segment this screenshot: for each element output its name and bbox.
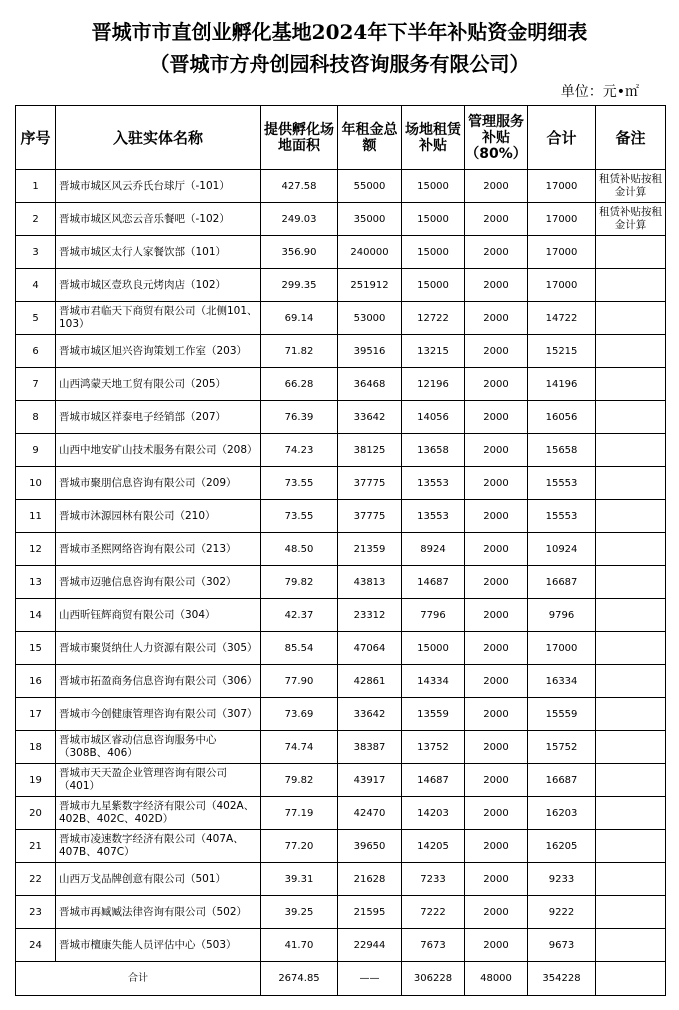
cell-seq: 5 [16,302,56,335]
cell-total: 9233 [528,863,596,896]
cell-area: 249.03 [261,203,338,236]
cell-entity-name: 晋城市再臧臧法律咨询有限公司（502） [56,896,261,929]
cell-rent-subsidy: 15000 [402,236,465,269]
cell-mgmt-subsidy: 2000 [465,698,528,731]
table-row [16,665,666,698]
cell-note [596,566,666,599]
table-row [16,632,666,665]
table-row [16,764,666,797]
cell-entity-name: 晋城市迈驰信息咨询有限公司（302） [56,566,261,599]
cell-total: 10924 [528,533,596,566]
cell-rent-subsidy: 14687 [402,764,465,797]
cell-rent-subsidy: 14203 [402,797,465,830]
header-row [16,106,666,170]
cell-note [596,830,666,863]
cell-mgmt-subsidy: 2000 [465,599,528,632]
table-row [16,698,666,731]
table-row [16,599,666,632]
table-row [16,500,666,533]
cell-rent-total: 21595 [338,896,402,929]
cell-note [596,401,666,434]
table-row [16,830,666,863]
cell-mgmt-subsidy: 2000 [465,764,528,797]
cell-seq: 8 [16,401,56,434]
cell-seq: 14 [16,599,56,632]
cell-mgmt-subsidy: 2000 [465,863,528,896]
cell-rent-subsidy: 13553 [402,467,465,500]
cell-rent-subsidy: 8924 [402,533,465,566]
cell-entity-name: 晋城市聚贤纳仕人力资源有限公司（305） [56,632,261,665]
cell-area: 79.82 [261,764,338,797]
cell-total: 15752 [528,731,596,764]
cell-rent-subsidy: 14056 [402,401,465,434]
cell-total: 9673 [528,929,596,962]
cell-rent-subsidy: 14687 [402,566,465,599]
table-row [16,929,666,962]
cell-entity-name: 晋城市九星紫数字经济有限公司（402A、402B、402C、402D） [56,797,261,830]
cell-area: 69.14 [261,302,338,335]
header-rent-subsidy: 场地租赁补贴 [402,106,465,170]
cell-note [596,500,666,533]
cell-entity-name: 晋城市城区睿动信息咨询服务中心（308B、406） [56,731,261,764]
cell-seq: 17 [16,698,56,731]
cell-seq: 4 [16,269,56,302]
table-row [16,533,666,566]
cell-seq: 19 [16,764,56,797]
totals-mgmt-subsidy: 48000 [465,962,528,996]
cell-seq: 7 [16,368,56,401]
table-row [16,170,666,203]
cell-rent-total: 39650 [338,830,402,863]
cell-note [596,632,666,665]
table-row [16,335,666,368]
cell-rent-subsidy: 14334 [402,665,465,698]
cell-mgmt-subsidy: 2000 [465,929,528,962]
cell-total: 16056 [528,401,596,434]
cell-rent-subsidy: 7673 [402,929,465,962]
cell-seq: 10 [16,467,56,500]
cell-area: 71.82 [261,335,338,368]
cell-rent-total: 36468 [338,368,402,401]
totals-rent-subsidy: 306228 [402,962,465,996]
header-mgmt-subsidy: 管理服务补贴（80%） [465,106,528,170]
cell-entity-name: 晋城市城区风云乔氏台球厅（-101） [56,170,261,203]
cell-rent-subsidy: 15000 [402,269,465,302]
cell-mgmt-subsidy: 2000 [465,434,528,467]
cell-rent-total: 240000 [338,236,402,269]
cell-note [596,698,666,731]
cell-seq: 2 [16,203,56,236]
cell-mgmt-subsidy: 2000 [465,269,528,302]
cell-note [596,731,666,764]
cell-note [596,599,666,632]
cell-area: 77.90 [261,665,338,698]
cell-seq: 9 [16,434,56,467]
cell-rent-total: 33642 [338,401,402,434]
cell-total: 9222 [528,896,596,929]
cell-rent-total: 33642 [338,698,402,731]
cell-note [596,665,666,698]
cell-note [596,896,666,929]
cell-seq: 1 [16,170,56,203]
cell-rent-total: 37775 [338,467,402,500]
cell-rent-subsidy: 13215 [402,335,465,368]
cell-entity-name: 山西中地安矿山技术服务有限公司（208） [56,434,261,467]
cell-entity-name: 晋城市城区祥泰电子经销部（207） [56,401,261,434]
table-row [16,236,666,269]
cell-entity-name: 晋城市拓盈商务信息咨询有限公司（306） [56,665,261,698]
cell-seq: 23 [16,896,56,929]
cell-total: 15553 [528,467,596,500]
cell-rent-subsidy: 13752 [402,731,465,764]
cell-mgmt-subsidy: 2000 [465,302,528,335]
cell-seq: 12 [16,533,56,566]
header-area: 提供孵化场地面积 [261,106,338,170]
cell-area: 39.25 [261,896,338,929]
cell-rent-total: 23312 [338,599,402,632]
header-note: 备注 [596,106,666,170]
table-row [16,302,666,335]
cell-mgmt-subsidy: 2000 [465,203,528,236]
header-total: 合计 [528,106,596,170]
totals-note [596,962,666,996]
cell-note [596,764,666,797]
cell-area: 66.28 [261,368,338,401]
page-subtitle: （晋城市方舟创园科技咨询服务有限公司） [149,52,530,76]
cell-note [596,434,666,467]
cell-entity-name: 晋城市城区旭兴咨询策划工作室（203） [56,335,261,368]
cell-seq: 6 [16,335,56,368]
cell-total: 14722 [528,302,596,335]
table-row [16,434,666,467]
cell-total: 15215 [528,335,596,368]
cell-mgmt-subsidy: 2000 [465,368,528,401]
cell-entity-name: 山西鸿蒙天地工贸有限公司（205） [56,368,261,401]
cell-total: 15553 [528,500,596,533]
cell-entity-name: 晋城市圣熙网络咨询有限公司（213） [56,533,261,566]
cell-rent-total: 55000 [338,170,402,203]
cell-total: 17000 [528,170,596,203]
cell-rent-subsidy: 7796 [402,599,465,632]
cell-seq: 24 [16,929,56,962]
totals-label: 合计 [16,962,261,996]
cell-rent-total: 38125 [338,434,402,467]
cell-rent-total: 22944 [338,929,402,962]
cell-mgmt-subsidy: 2000 [465,896,528,929]
header-seq: 序号 [16,106,56,170]
cell-entity-name: 晋城市聚朋信息咨询有限公司（209） [56,467,261,500]
cell-seq: 20 [16,797,56,830]
cell-total: 17000 [528,203,596,236]
cell-mgmt-subsidy: 2000 [465,632,528,665]
cell-rent-total: 38387 [338,731,402,764]
cell-total: 15559 [528,698,596,731]
cell-entity-name: 晋城市今创健康管理咨询有限公司（307） [56,698,261,731]
cell-note [596,797,666,830]
cell-area: 73.69 [261,698,338,731]
cell-seq: 18 [16,731,56,764]
cell-area: 74.74 [261,731,338,764]
cell-entity-name: 晋城市檀康失能人员评估中心（503） [56,929,261,962]
cell-total: 14196 [528,368,596,401]
cell-rent-subsidy: 13658 [402,434,465,467]
cell-rent-subsidy: 15000 [402,632,465,665]
cell-mgmt-subsidy: 2000 [465,830,528,863]
cell-mgmt-subsidy: 2000 [465,533,528,566]
cell-note [596,302,666,335]
cell-note [596,929,666,962]
cell-entity-name: 山西万戈品牌创意有限公司（501） [56,863,261,896]
cell-seq: 21 [16,830,56,863]
cell-rent-subsidy: 7233 [402,863,465,896]
header-rent-total: 年租金总额 [338,106,402,170]
cell-mgmt-subsidy: 2000 [465,500,528,533]
table-row [16,566,666,599]
cell-area: 74.23 [261,434,338,467]
cell-area: 41.70 [261,929,338,962]
cell-total: 17000 [528,632,596,665]
cell-mgmt-subsidy: 2000 [465,170,528,203]
cell-rent-total: 43813 [338,566,402,599]
totals-total: 354228 [528,962,596,996]
cell-area: 77.19 [261,797,338,830]
subsidy-table [15,105,666,996]
cell-mgmt-subsidy: 2000 [465,566,528,599]
cell-rent-total: 39516 [338,335,402,368]
cell-note: 租赁补贴按租金计算 [596,203,666,236]
table-row [16,863,666,896]
table-row [16,368,666,401]
cell-rent-subsidy: 13559 [402,698,465,731]
cell-entity-name: 山西昕钰辉商贸有限公司（304） [56,599,261,632]
cell-area: 85.54 [261,632,338,665]
table-row [16,896,666,929]
cell-note [596,236,666,269]
cell-area: 356.90 [261,236,338,269]
cell-total: 16205 [528,830,596,863]
cell-mgmt-subsidy: 2000 [465,797,528,830]
table-row [16,203,666,236]
cell-note [596,863,666,896]
cell-entity-name: 晋城市天天盈企业管理咨询有限公司（401） [56,764,261,797]
cell-rent-subsidy: 7222 [402,896,465,929]
cell-seq: 15 [16,632,56,665]
cell-mgmt-subsidy: 2000 [465,335,528,368]
cell-entity-name: 晋城市沐源园林有限公司（210） [56,500,261,533]
cell-entity-name: 晋城市凌速数字经济有限公司（407A、407B、407C） [56,830,261,863]
table-row [16,401,666,434]
cell-area: 42.37 [261,599,338,632]
unit-label: 单位：元•㎡ [560,84,639,100]
cell-rent-total: 43917 [338,764,402,797]
cell-rent-total: 53000 [338,302,402,335]
page-title: 晋城市市直创业孵化基地2024年下半年补贴资金明细表 [91,20,588,44]
table-row [16,797,666,830]
cell-area: 39.31 [261,863,338,896]
cell-total: 17000 [528,269,596,302]
cell-entity-name: 晋城市城区壹玖良元烤肉店（102） [56,269,261,302]
totals-area: 2674.85 [261,962,338,996]
cell-entity-name: 晋城市城区太行人家餐饮部（101） [56,236,261,269]
cell-seq: 11 [16,500,56,533]
cell-note: 租赁补贴按租金计算 [596,170,666,203]
cell-note [596,467,666,500]
cell-rent-total: 42861 [338,665,402,698]
cell-mgmt-subsidy: 2000 [465,665,528,698]
table-row [16,731,666,764]
cell-total: 9796 [528,599,596,632]
cell-rent-total: 251912 [338,269,402,302]
cell-rent-total: 21628 [338,863,402,896]
cell-area: 48.50 [261,533,338,566]
cell-note [596,335,666,368]
cell-rent-total: 37775 [338,500,402,533]
cell-area: 427.58 [261,170,338,203]
cell-seq: 13 [16,566,56,599]
cell-total: 16203 [528,797,596,830]
cell-entity-name: 晋城市城区风恋云音乐餐吧（-102） [56,203,261,236]
cell-mgmt-subsidy: 2000 [465,467,528,500]
cell-note [596,269,666,302]
cell-rent-subsidy: 13553 [402,500,465,533]
cell-seq: 22 [16,863,56,896]
cell-total: 17000 [528,236,596,269]
cell-rent-subsidy: 15000 [402,170,465,203]
cell-total: 16687 [528,764,596,797]
totals-rent: —— [338,962,402,996]
cell-mgmt-subsidy: 2000 [465,236,528,269]
cell-rent-total: 47064 [338,632,402,665]
cell-area: 299.35 [261,269,338,302]
cell-area: 79.82 [261,566,338,599]
cell-area: 73.55 [261,500,338,533]
cell-note [596,368,666,401]
cell-rent-subsidy: 14205 [402,830,465,863]
cell-rent-total: 42470 [338,797,402,830]
cell-mgmt-subsidy: 2000 [465,731,528,764]
totals-row [16,962,666,996]
cell-rent-total: 35000 [338,203,402,236]
cell-total: 15658 [528,434,596,467]
cell-seq: 16 [16,665,56,698]
table-row [16,467,666,500]
cell-rent-total: 21359 [338,533,402,566]
cell-note [596,533,666,566]
cell-entity-name: 晋城市君临天下商贸有限公司（北侧101、103） [56,302,261,335]
cell-total: 16334 [528,665,596,698]
cell-mgmt-subsidy: 2000 [465,401,528,434]
cell-area: 73.55 [261,467,338,500]
header-entity: 入驻实体名称 [56,106,261,170]
cell-seq: 3 [16,236,56,269]
cell-total: 16687 [528,566,596,599]
cell-rent-subsidy: 12196 [402,368,465,401]
cell-area: 76.39 [261,401,338,434]
cell-rent-subsidy: 12722 [402,302,465,335]
table-row [16,269,666,302]
cell-rent-subsidy: 15000 [402,203,465,236]
cell-area: 77.20 [261,830,338,863]
